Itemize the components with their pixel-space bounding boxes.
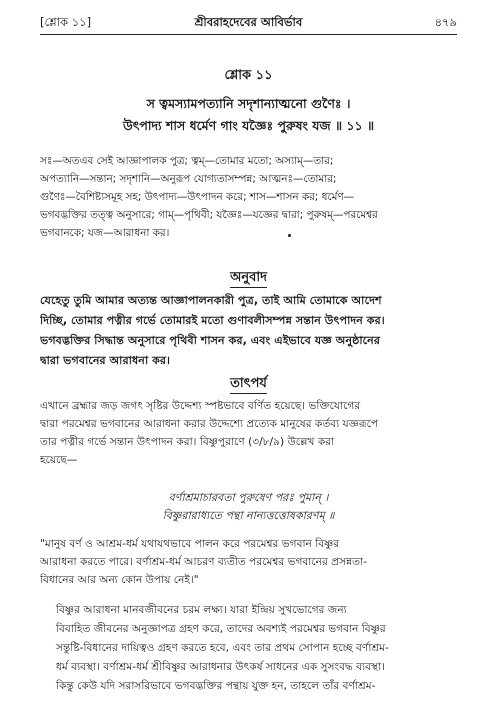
synonyms-line: ভগবদ্ভক্তির তত্ত্ব অনুসারে; গাম্—পৃথিবী; যজ্ঞৈঃ—যজ্ঞের দ্বারা; পুরুষম্—পরমেশ্বর — [40, 209, 378, 221]
purport-line: এখানে ব্রহ্মার জড় জগৎ সৃষ্টির উদ্দেশ্য স্পষ্টভাবে বর্ণিত হয়েছে। ভক্তিযোগের — [40, 400, 361, 412]
translation-line: ভগবদ্ভক্তির সিদ্ধান্ত অনুসারে পৃথিবী শাসন কর, এবং এইভাবে যজ্ঞ অনুষ্ঠানের — [40, 334, 380, 347]
translation-line: দ্বারা ভগবানের আরাধনা কর। — [40, 354, 171, 367]
synonyms-block — [40, 152, 457, 242]
paragraph-line: কিন্তু কেউ যদি সরাসরিভাবে ভগবদ্ভক্তির পন্থায় যুক্ত হন, তাহলে তাঁর বর্ণাশ্রম- — [56, 680, 376, 692]
synonyms-line: অপত্যানি—সন্তান; সদৃশানি—অনুরূপ যোগ্যতাসম্পন্ন; আত্মনঃ—তোমার; — [40, 173, 337, 185]
page-number: ৪৭৯ — [434, 15, 457, 29]
purport-block — [40, 397, 457, 469]
verse-line-2: উৎপাদ্য শাস ধর্মেণ গাং যজ্ঞৈঃ পুরুষং যজ ॥ ১১ ॥ — [122, 118, 375, 133]
paragraph-line: সন্তুষ্টি-বিধানের দায়িত্বও গ্রহণ করতে হবে, এবং তার প্রথম সোপান হচ্ছে বর্ণাশ্রম- — [56, 642, 389, 654]
header-chapter-title: শ্রীবরাহদেবের আবির্ভাব — [194, 15, 303, 29]
quote-line: আরাধনা করতে পারে। বর্ণাশ্রম-ধর্ম আচরণ ব্যতীত পরমেশ্বর ভগবানের প্রসন্নতা- — [40, 556, 367, 568]
synonyms-line: সঃ—অতএব সেই আজ্ঞাপালক পুত্র; ত্বম্—তোমার মতো; অস্যাম্—তার; — [40, 155, 334, 167]
running-header — [40, 14, 457, 32]
quote-line: "মানুষ বর্ণ ও আশ্রম-ধর্ম যথাযথভাবে পালন করে পরমেশ্বর ভগবান বিষ্ণুর — [40, 538, 340, 550]
quoted-verse-line-1: বর্ণাশ্রমাচারবতা পুরুষেণ পরঃ পুমান্ । — [168, 491, 329, 504]
purport-heading-text: তাৎপর্য — [230, 376, 267, 394]
purport-line: দ্বারা পরমেশ্বর ভগবানের আরাধনা করার উদ্দেশ্যে প্রত্যেক মানুষের কর্তব্য যজ্ঞরূপে — [40, 418, 379, 430]
translation-line: দিচ্ছি, তোমার পত্নীর গর্ভে তোমারই মতো গুণাবলীসম্পন্ন সন্তান উৎপাদন কর। — [40, 314, 385, 327]
verse-line-1: স ত্বমস্যামপত্যানি সদৃশান্যাত্মনো গুণৈঃ । — [146, 96, 351, 111]
synonyms-line: ভগবানকে; যজ—আরাধনা কর। — [40, 227, 170, 239]
translation-heading — [0, 268, 497, 289]
quote-translation-block — [40, 535, 457, 589]
header-rule — [40, 34, 457, 35]
purport-line: তার পত্নীর গর্ভে সন্তান উৎপাদন করা। বিষ্ণুপুরাণে (৩/৮/৯) উল্লেখ করা — [40, 436, 335, 448]
paragraph-line: বিষ্ণুর আরাধনা মানবজীবনের চরম লক্ষ্য। যারা ইন্দ্রিয় সুখভোগের জন্য — [56, 604, 347, 616]
header-verse-ref: [শ্লোক ১১] — [40, 15, 92, 29]
ink-speck — [288, 234, 291, 237]
translation-line: যেহেতু তুমি আমার অত্যন্ত আজ্ঞাপালনকারী পুত্র, তাই আমি তোমাকে আদেশ — [40, 294, 382, 307]
quote-line: বিধানের আর অন্য কোন উপায় নেই।" — [40, 574, 199, 586]
translation-heading-text: অনুবাদ — [230, 270, 267, 288]
shloka-title: শ্লোক ১১ — [224, 68, 273, 83]
synonyms-line: গুণৈঃ—বৈশিষ্ট্যসমূহ সহ; উৎপাদ্য—উৎপাদন করে; শাস—শাসন কর; ধর্মেণ— — [40, 191, 355, 203]
purport-heading — [0, 374, 497, 395]
quoted-verse-line-2: বিষ্ণুরারাধ্যতে পন্থা নান্যত্তত্তোষকারণম্ ॥ — [162, 509, 335, 522]
paragraph-line: বিবাহিত জীবনের অনুজ্ঞাপত্র গ্রহণ করে, তাদের অবশ্যই পরমেশ্বর ভগবান বিষ্ণুর — [56, 623, 386, 635]
paragraph-line: ধর্ম ব্যবস্থা। বর্ণাশ্রম-ধর্ম শ্রীবিষ্ণুর আরাধনার উৎকর্ষ সাধনের এক সুসংবদ্ধ ব্যবস্থা। — [56, 661, 385, 673]
purport-line: হয়েছে— — [40, 454, 78, 466]
translation-block — [40, 291, 457, 371]
purport-paragraph-2 — [40, 601, 457, 696]
